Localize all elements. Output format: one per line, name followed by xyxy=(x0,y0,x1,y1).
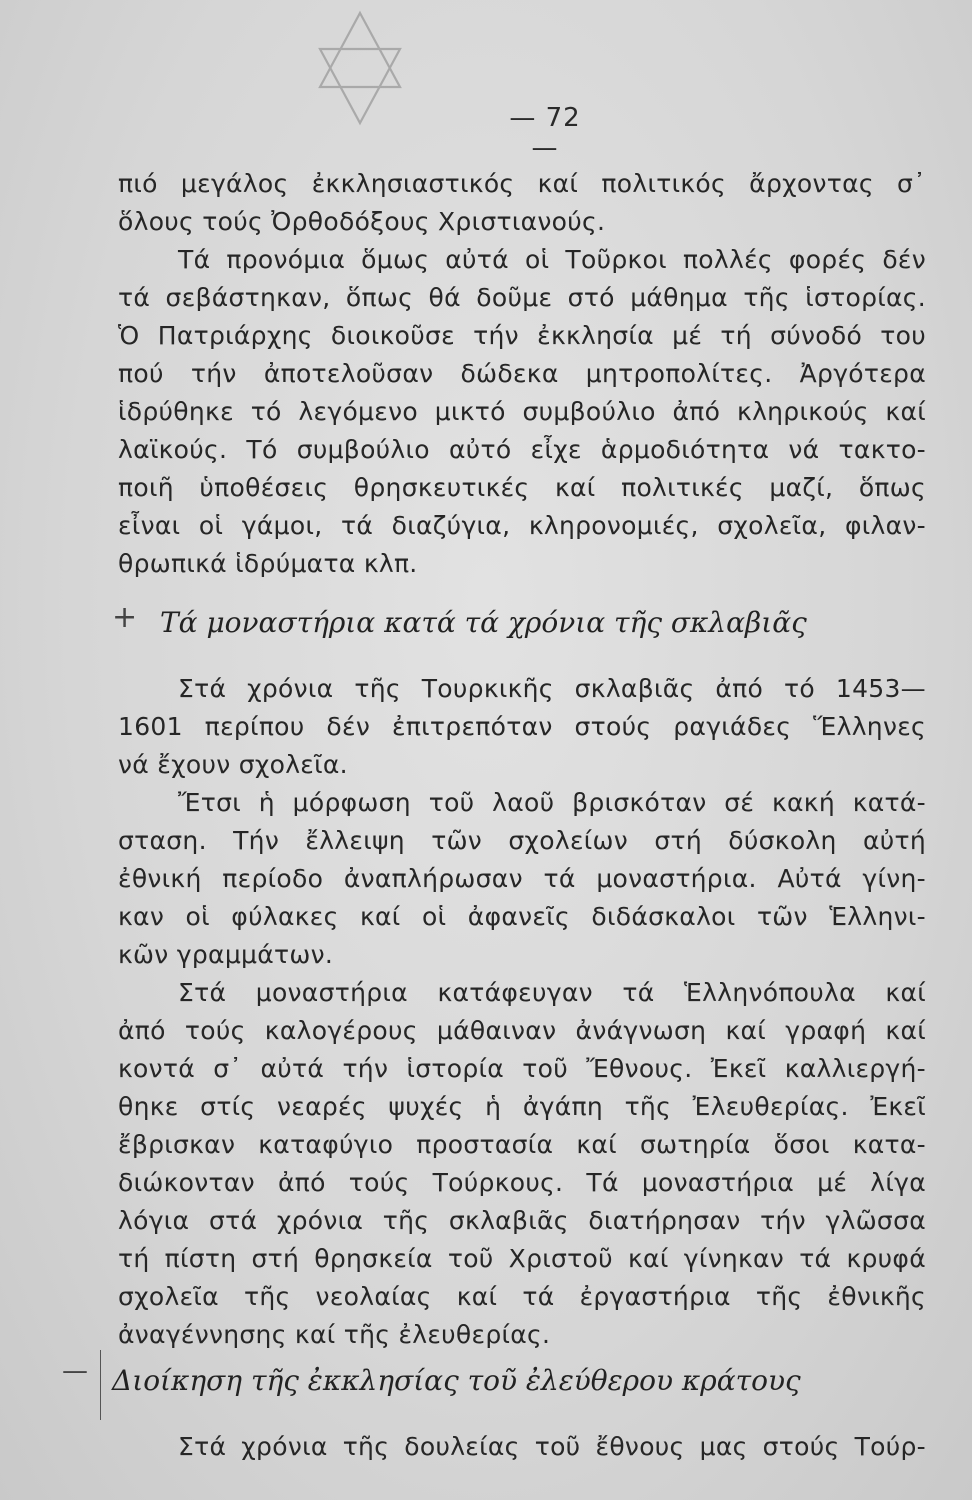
text-line: σταση. Τήν ἔλλειψη τῶν σχολείων στή δύσκολη αὐτή xyxy=(118,826,926,855)
section-heading: Διοίκηση τῆς ἐκκλησίας τοῦ ἐλεύθερου κράτους xyxy=(112,1364,801,1397)
text-line: ἀπό τούς καλογέρους μάθαιναν ἀνάγνωση καί γραφή καί xyxy=(118,1016,926,1045)
text-line: Τά προνόμια ὅμως αὐτά οἱ Τοῦρκοι πολλές φορές δέν xyxy=(178,245,926,274)
text-line: καν οἱ φύλακες καί οἱ ἀφανεῖς διδάσκαλοι τῶν Ἑλληνι- xyxy=(118,902,926,931)
text-line: εἶναι οἱ γάμοι, τά διαζύγια, κληρονομιές, σχολεῖα, φιλαν- xyxy=(118,511,926,540)
star-of-david-stamp-icon xyxy=(300,5,420,135)
section-heading: Τά μοναστήρια κατά τά χρόνια τῆς σκλαβιᾶς xyxy=(160,606,807,639)
margin-dash-mark-icon: — xyxy=(62,1356,88,1386)
text-line: ἔβρισκαν καταφύγιο προστασία καί σωτηρία ὅσοι κατα- xyxy=(118,1130,926,1159)
text-line: κοντά σ᾽ αὐτά τήν ἱστορία τοῦ Ἔθνους. Ἐκεῖ καλλιεργή- xyxy=(118,1054,926,1083)
text-line: Στά μοναστήρια κατάφευγαν τά Ἑλληνόπουλα καί xyxy=(178,978,926,1007)
text-line: διώκονταν ἀπό τούς Τούρκους. Τά μοναστήρια μέ λίγα xyxy=(118,1168,926,1197)
text-line: πού τήν ἀποτελοῦσαν δώδεκα μητροπολίτες. Ἀργότερα xyxy=(118,359,926,388)
text-line: νά ἔχουν σχολεῖα. xyxy=(118,750,348,779)
text-line: ἱδρύθηκε τό λεγόμενο μικτό συμβούλιο ἀπό κληρικούς καί xyxy=(118,397,926,426)
text-line: τά σεβάστηκαν, ὅπως θά δοῦμε στό μάθημα τῆς ἱστορίας. xyxy=(118,283,926,312)
section-body xyxy=(118,670,926,1354)
text-line: Στά χρόνια τῆς Τουρκικῆς σκλαβιᾶς ἀπό τό 1453— xyxy=(178,674,926,703)
text-line: ἀναγέννησης καί τῆς ἐλευθερίας. xyxy=(118,1320,551,1349)
text-line: λαϊκούς. Τό συμβούλιο αὐτό εἶχε ἁρμοδιότητα νά τακτο- xyxy=(118,435,926,464)
text-line: θηκε στίς νεαρές ψυχές ἡ ἀγάπη τῆς Ἐλευθερίας. Ἐκεῖ xyxy=(118,1092,926,1121)
margin-pencil-mark xyxy=(100,1350,101,1420)
text-line: Ὁ Πατριάρχης διοικοῦσε τήν ἐκκλησία μέ τή σύνοδό του xyxy=(118,321,926,350)
text-line: ἐθνική περίοδο ἀναπλήρωσαν τά μοναστήρια. Αὐτά γίνη- xyxy=(118,864,926,893)
text-line: λόγια στά χρόνια τῆς σκλαβιᾶς διατήρησαν τήν γλῶσσα xyxy=(118,1206,926,1235)
text-line: θρωπικά ἱδρύματα κλπ. xyxy=(118,549,418,578)
text-line: ποιῆ ὑποθέσεις θρησκευτικές καί πολιτικές μαζί, ὅπως xyxy=(118,473,926,502)
page-number: — 72 — xyxy=(509,103,581,163)
text-line: κῶν γραμμάτων. xyxy=(118,940,334,969)
margin-cross-mark-icon: + xyxy=(112,600,138,635)
text-line: πιό μεγάλος ἐκκλησιαστικός καί πολιτικός ἄρχοντας σ᾽ xyxy=(118,169,926,198)
text-line: Ἔτσι ἡ μόρφωση τοῦ λαοῦ βρισκόταν σέ κακή κατά- xyxy=(178,788,926,817)
text-line: ὅλους τούς Ὀρθοδόξους Χριστιανούς. xyxy=(118,207,606,236)
text-line: σχολεῖα τῆς νεολαίας καί τά ἐργαστήρια τῆς ἐθνικῆς xyxy=(118,1282,926,1311)
section-body xyxy=(118,1428,926,1466)
text-line: Στά χρόνια τῆς δουλείας τοῦ ἔθνους μας στούς Τούρ- xyxy=(178,1432,926,1461)
text-line: τή πίστη στή θρησκεία τοῦ Χριστοῦ καί γίνηκαν τά κρυφά xyxy=(118,1244,926,1273)
text-line: 1601 περίπου δέν ἐπιτρεπόταν στούς ραγιάδες Ἕλληνες xyxy=(118,712,926,741)
paragraph-intro xyxy=(118,165,926,583)
